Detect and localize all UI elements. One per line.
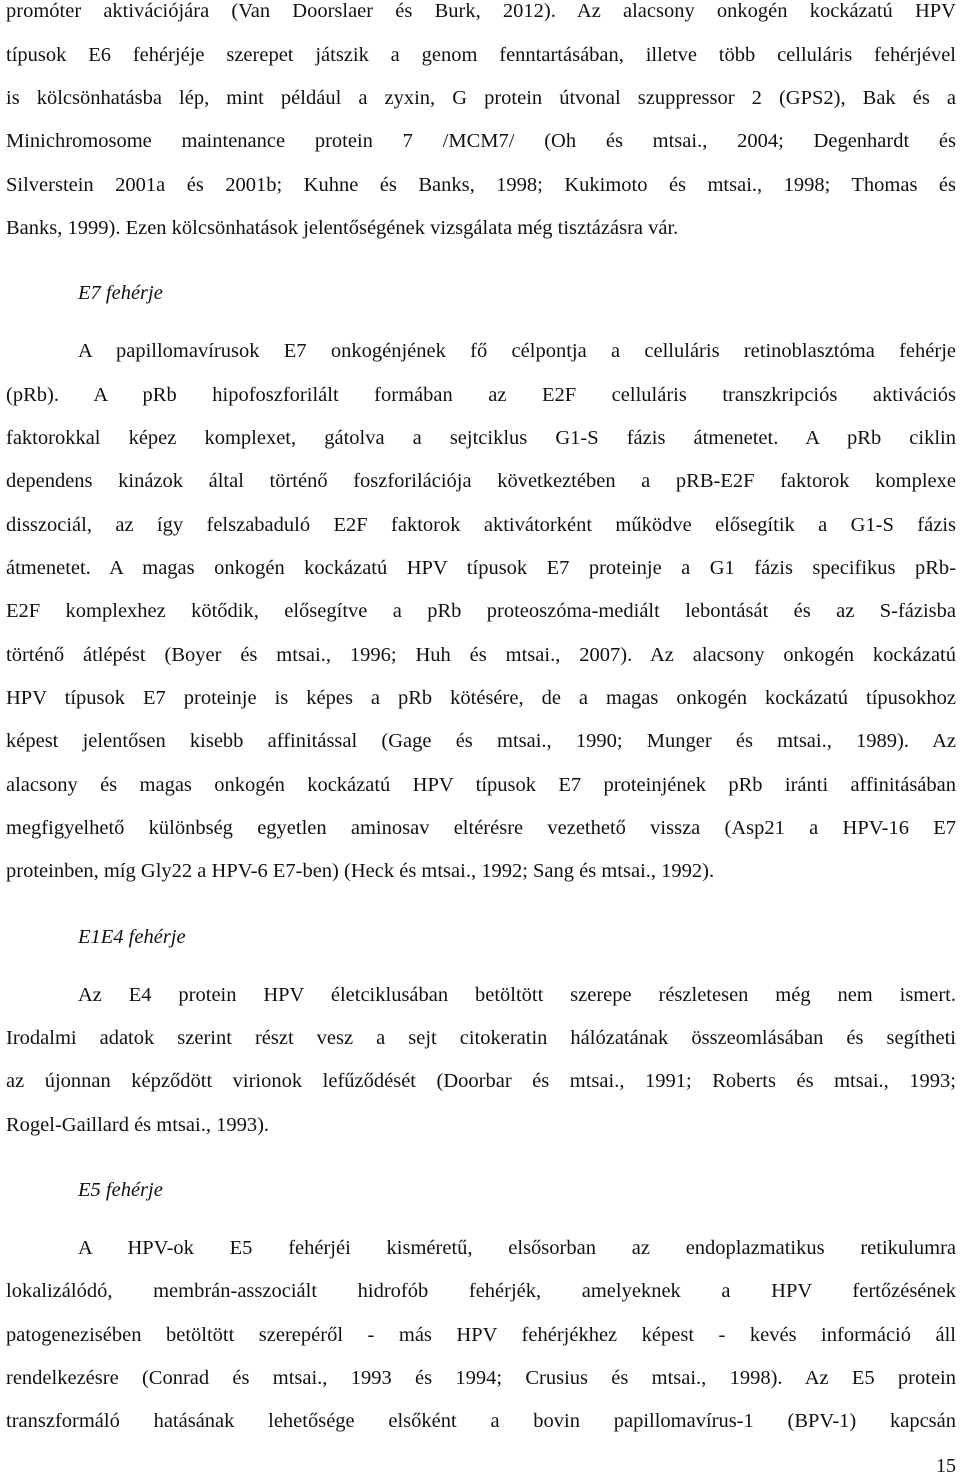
text-line: megfigyelhető különbség egyetlen aminosav eltérésre vezethető vissza (Asp21 a HPV-16 E7 — [6, 817, 956, 839]
text-line: típusok E6 fehérjéje szerepet játszik a genom fenntartásában, illetve több celluláris fehérjével — [6, 44, 956, 66]
text-line: alacsony és magas onkogén kockázatú HPV típusok E7 proteinjének pRb iránti affinitásában — [6, 774, 956, 796]
text-line: Silverstein 2001a és 2001b; Kuhne és Banks, 1998; Kukimoto és mtsai., 1998; Thomas és — [6, 174, 956, 196]
text-line: faktorokkal képez komplexet, gátolva a sejtciklus G1-S fázis átmenetet. A pRb ciklin — [6, 427, 956, 449]
section-heading-e1e4: E1E4 fehérje — [78, 926, 186, 948]
text-line: A papillomavírusok E7 onkogénjének fő célpontja a celluláris retinoblasztóma fehérje — [78, 340, 956, 362]
text-line: képest jelentősen kisebb affinitással (Gage és mtsai., 1990; Munger és mtsai., 1989). Az — [6, 730, 956, 752]
text-line: dependens kinázok által történő foszforilációja következtében a pRB-E2F faktorok komplexe — [6, 470, 956, 492]
text-line: promóter aktivációjára (Van Doorslaer és Burk, 2012). Az alacsony onkogén kockázatú HPV — [6, 0, 956, 22]
text-line: az újonnan képződött virionok lefűződését (Doorbar és mtsai., 1991; Roberts és mtsai., 1993; — [6, 1070, 956, 1092]
text-line: átmenetet. A magas onkogén kockázatú HPV típusok E7 proteinje a G1 fázis specifikus pRb- — [6, 557, 956, 579]
text-line: patogenezisében betöltött szerepéről - más HPV fehérjékhez képest - kevés információ áll — [6, 1324, 956, 1346]
text-line: Banks, 1999). Ezen kölcsönhatások jelentőségének vizsgálata még tisztázásra vár. — [6, 217, 679, 239]
text-line: (pRb). A pRb hipofoszforilált formában az E2F celluláris transzkripciós aktivációs — [6, 384, 956, 406]
text-line: Rogel-Gaillard és mtsai., 1993). — [6, 1114, 270, 1136]
text-line: lokalizálódó, membrán-asszociált hidrofób fehérjék, amelyeknek a HPV fertőzésének — [6, 1280, 956, 1302]
text-line: A HPV-ok E5 fehérjéi kisméretű, elsősorban az endoplazmatikus retikulumra — [78, 1237, 956, 1259]
text-line: disszociál, az így felszabaduló E2F faktorok aktivátorként működve elősegítik a G1-S fázis — [6, 514, 956, 536]
section-heading-e5: E5 fehérje — [78, 1179, 163, 1201]
text-line: E2F komplexhez kötődik, elősegítve a pRb proteoszóma-mediált lebontását és az S-fázisba — [6, 600, 956, 622]
text-line: Az E4 protein HPV életciklusában betöltött szerepe részletesen még nem ismert. — [78, 984, 956, 1006]
text-line: HPV típusok E7 proteinje is képes a pRb kötésére, de a magas onkogén kockázatú típusokhoz — [6, 687, 956, 709]
section-heading-e7: E7 fehérje — [78, 282, 163, 304]
page-number: 15 — [936, 1455, 956, 1477]
text-line: is kölcsönhatásba lép, mint például a zyxin, G protein útvonal szuppressor 2 (GPS2), Bak és a — [6, 87, 956, 109]
text-line: proteinben, míg Gly22 a HPV-6 E7-ben) (Heck és mtsai., 1992; Sang és mtsai., 1992). — [6, 860, 715, 882]
text-line: transzformáló hatásának lehetősége elsőként a bovin papillomavírus-1 (BPV-1) kapcsán — [6, 1410, 956, 1432]
text-line: történő átlépést (Boyer és mtsai., 1996; Huh és mtsai., 2007). Az alacsony onkogén kockázatú — [6, 644, 956, 666]
text-line: Minichromosome maintenance protein 7 /MCM7/ (Oh és mtsai., 2004; Degenhardt és — [6, 130, 956, 152]
text-line: Irodalmi adatok szerint részt vesz a sejt citokeratin hálózatának összeomlásában és segítheti — [6, 1027, 956, 1049]
text-line: rendelkezésre (Conrad és mtsai., 1993 és 1994; Crusius és mtsai., 1998). Az E5 protein — [6, 1367, 956, 1389]
